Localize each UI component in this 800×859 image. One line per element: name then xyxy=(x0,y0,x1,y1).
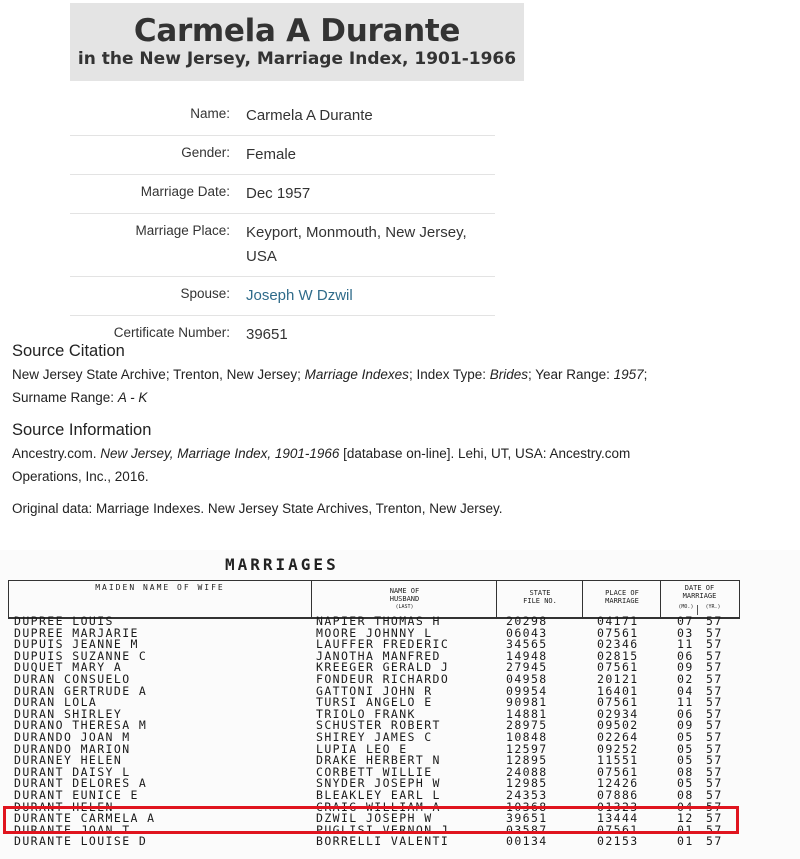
cell-yr: 57 xyxy=(706,764,723,779)
cell-wife: DURAN GERTRUDE A xyxy=(14,683,148,698)
cell-husband: GATTONI JOHN R xyxy=(316,683,433,698)
cell-wife: DURANDO MARION xyxy=(14,741,131,756)
cell-mo: 04 xyxy=(677,683,694,698)
cell-wife: DURAN CONSUELO xyxy=(14,671,131,686)
cell-yr: 57 xyxy=(706,683,723,698)
cell-wife: DURANDO JOAN M xyxy=(14,729,131,744)
source-citation xyxy=(12,340,772,409)
cell-mo: 06 xyxy=(677,648,694,663)
cell-husband: DZWIL JOSEPH W xyxy=(316,811,433,826)
record-title-banner xyxy=(70,3,524,81)
cell-file: 12895 xyxy=(506,753,548,768)
cell-yr: 57 xyxy=(706,753,723,768)
cell-mo: 02 xyxy=(677,671,694,686)
source-information xyxy=(12,419,772,520)
cell-yr: 57 xyxy=(706,776,723,791)
cell-place: 02815 xyxy=(597,648,639,663)
fact-label: Spouse: xyxy=(180,286,230,301)
cell-yr: 57 xyxy=(706,811,723,826)
cell-place: 13444 xyxy=(597,811,639,826)
cell-place: 07561 xyxy=(597,625,639,640)
fact-row-marriage-place xyxy=(70,214,495,277)
source-information-heading: Source Information xyxy=(12,421,152,439)
cell-file: 39651 xyxy=(506,811,548,826)
cell-mo: 07 xyxy=(677,614,694,628)
cell-mo: 05 xyxy=(677,729,694,744)
cell-place: 04171 xyxy=(597,614,639,628)
cell-yr: 57 xyxy=(706,741,723,756)
cell-husband: SHIREY JAMES C xyxy=(316,729,433,744)
cell-wife: DURANT DAISY L xyxy=(14,764,131,779)
cell-yr: 57 xyxy=(706,706,723,721)
cell-yr: 57 xyxy=(706,799,723,814)
fact-label: Name: xyxy=(190,106,230,121)
cell-file: 12985 xyxy=(506,776,548,791)
cell-husband: PUGLISI VERNON J xyxy=(316,822,450,837)
cell-mo: 05 xyxy=(677,776,694,791)
cell-husband: LAUFFER FREDERIC xyxy=(316,637,450,652)
cell-file: 24088 xyxy=(506,764,548,779)
cell-place: 02934 xyxy=(597,706,639,721)
cell-yr: 57 xyxy=(706,729,723,744)
cell-mo: 11 xyxy=(677,695,694,710)
cell-wife: DUPREE MARJARIE xyxy=(14,625,139,640)
cell-place: 11551 xyxy=(597,753,639,768)
record-title: Carmela A Durante xyxy=(133,13,461,49)
cell-place: 07561 xyxy=(597,822,639,837)
cell-husband: SNYDER JOSEPH W xyxy=(316,776,441,791)
cell-file: 14948 xyxy=(506,648,548,663)
header-file: STATE FILE NO. xyxy=(498,581,583,617)
cell-place: 02153 xyxy=(597,834,639,849)
cell-wife: DURANEY HELEN xyxy=(14,753,123,768)
cell-mo: 01 xyxy=(677,822,694,837)
cell-wife: DURAN LOLA xyxy=(14,695,98,710)
cell-place: 02346 xyxy=(597,637,639,652)
cell-yr: 57 xyxy=(706,648,723,663)
cell-file: 09954 xyxy=(506,683,548,698)
cell-file: 14881 xyxy=(506,706,548,721)
cell-mo: 09 xyxy=(677,718,694,733)
cell-place: 16401 xyxy=(597,683,639,698)
cell-wife: DUQUET MARY A xyxy=(14,660,123,675)
cell-husband: BLEAKLEY EARL L xyxy=(316,787,441,802)
source-citation-text: New Jersey State Archive; Trenton, New Jersey; Marriage Indexes; Index Type: Brides; Year Range: 1957; Surname Range: A - K xyxy=(12,367,648,405)
cell-place: 12426 xyxy=(597,776,639,791)
cell-wife: DUPUIS JEANNE M xyxy=(14,637,139,652)
fact-row-marriage-date xyxy=(70,175,495,214)
cell-file: 34565 xyxy=(506,637,548,652)
fact-label: Certificate Number: xyxy=(113,325,230,340)
cell-husband: LUPIA LEO E xyxy=(316,741,408,756)
cell-husband: TURSI ANGELO E xyxy=(316,695,433,710)
cell-place: 09252 xyxy=(597,741,639,756)
cell-file: 20298 xyxy=(506,614,548,628)
cell-wife: DURANT HELEN xyxy=(14,799,114,814)
header-place: PLACE OF MARRIAGE xyxy=(584,581,661,617)
cell-wife: DUPUIS SUZANNE C xyxy=(14,648,148,663)
cell-place: 20121 xyxy=(597,671,639,686)
cell-place: 07561 xyxy=(597,660,639,675)
fact-label: Marriage Date: xyxy=(140,184,230,199)
cell-wife: DURAN SHIRLEY xyxy=(14,706,123,721)
cell-file: 28975 xyxy=(506,718,548,733)
cell-yr: 57 xyxy=(706,787,723,802)
cell-yr: 57 xyxy=(706,834,723,849)
cell-wife: DURANTE LOUISE D xyxy=(14,834,148,849)
cell-file: 10848 xyxy=(506,729,548,744)
cell-husband: JANOTHA MANFRED xyxy=(316,648,441,663)
cell-place: 07886 xyxy=(597,787,639,802)
cell-place: 09502 xyxy=(597,718,639,733)
cell-file: 00134 xyxy=(506,834,548,849)
record-subtitle: in the New Jersey, Marriage Index, 1901-1966 xyxy=(77,49,517,69)
cell-wife: DURANTE JOAN T xyxy=(14,822,131,837)
cell-file: 03587 xyxy=(506,822,548,837)
source-citation-heading: Source Citation xyxy=(12,342,125,360)
cell-yr: 57 xyxy=(706,625,723,640)
cell-file: 90981 xyxy=(506,695,548,710)
cell-mo: 09 xyxy=(677,660,694,675)
fact-value: Keyport, Monmouth, New Jersey, USA xyxy=(246,224,467,265)
fact-row-spouse xyxy=(70,277,495,316)
cell-file: 06043 xyxy=(506,625,548,640)
cell-file: 27945 xyxy=(506,660,548,675)
scan-title: MARRIAGES xyxy=(225,555,339,574)
header-date: DATE OF MARRIAGE (MO.) (YR.) xyxy=(678,584,721,610)
cell-wife: DURANTE CARMELA A xyxy=(14,811,156,826)
cell-mo: 11 xyxy=(677,637,694,652)
cell-file: 10368 xyxy=(506,799,548,814)
fact-label: Gender: xyxy=(181,145,230,160)
cell-mo: 08 xyxy=(677,787,694,802)
cell-wife: DURANO THERESA M xyxy=(14,718,148,733)
highlight-box xyxy=(3,806,739,834)
table-row xyxy=(14,836,744,848)
fact-value: Carmela A Durante xyxy=(246,107,373,124)
cell-husband: CORBETT WILLIE xyxy=(316,764,433,779)
cell-wife: DURANT DELORES A xyxy=(14,776,148,791)
cell-mo: 04 xyxy=(677,799,694,814)
fact-value: Female xyxy=(246,146,297,163)
fact-row-name xyxy=(70,97,495,136)
spouse-link[interactable]: Joseph W Dzwil xyxy=(246,287,353,304)
cell-mo: 12 xyxy=(677,811,694,826)
cell-mo: 06 xyxy=(677,706,694,721)
cell-place: 02264 xyxy=(597,729,639,744)
cell-wife: DURANT EUNICE E xyxy=(14,787,139,802)
cell-husband: KREEGER GERALD J xyxy=(316,660,450,675)
cell-husband: SCHUSTER ROBERT xyxy=(316,718,441,733)
cell-mo: 05 xyxy=(677,741,694,756)
cell-husband: FONDEUR RICHARDO xyxy=(316,671,450,686)
cell-yr: 57 xyxy=(706,718,723,733)
cell-husband: TRIOLO FRANK xyxy=(316,706,416,721)
fact-value: Dec 1957 xyxy=(246,185,311,202)
cell-husband: NAPIER THOMAS H xyxy=(316,614,441,628)
cell-yr: 57 xyxy=(706,671,723,686)
cell-place: 07561 xyxy=(597,764,639,779)
fact-label: Marriage Place: xyxy=(135,223,230,238)
cell-yr: 57 xyxy=(706,614,723,628)
facts-table xyxy=(70,97,495,354)
cell-wife: DUPREE LOUIS xyxy=(14,614,114,628)
cell-yr: 57 xyxy=(706,695,723,710)
source-information-text: Ancestry.com. New Jersey, Marriage Index, 1901-1966 [database on-line]. Lehi, UT, USA: Ancestry.com Operations, Inc., 2016. xyxy=(12,446,631,484)
header-husband: NAME OF HUSBAND (LAST) xyxy=(313,581,497,617)
cell-yr: 57 xyxy=(706,822,723,837)
cell-husband: BORRELLI VALENTI xyxy=(316,834,450,849)
fact-row-gender xyxy=(70,136,495,175)
cell-mo: 08 xyxy=(677,764,694,779)
cell-mo: 03 xyxy=(677,625,694,640)
cell-husband: CRAIG WILLIAM A xyxy=(316,799,441,814)
cell-husband: DRAKE HERBERT N xyxy=(316,753,441,768)
cell-file: 12597 xyxy=(506,741,548,756)
cell-place: 01323 xyxy=(597,799,639,814)
cell-place: 07561 xyxy=(597,695,639,710)
cell-yr: 57 xyxy=(706,660,723,675)
cell-husband: MOORE JOHNNY L xyxy=(316,625,433,640)
cell-yr: 57 xyxy=(706,637,723,652)
fact-value: 39651 xyxy=(246,326,288,343)
cell-mo: 05 xyxy=(677,753,694,768)
cell-mo: 01 xyxy=(677,834,694,849)
cell-file: 24353 xyxy=(506,787,548,802)
cell-file: 04958 xyxy=(506,671,548,686)
original-data-text: Original data: Marriage Indexes. New Jersey State Archives, Trenton, New Jersey. xyxy=(12,501,503,516)
header-wife: MAIDEN NAME OF WIFE xyxy=(9,581,312,617)
